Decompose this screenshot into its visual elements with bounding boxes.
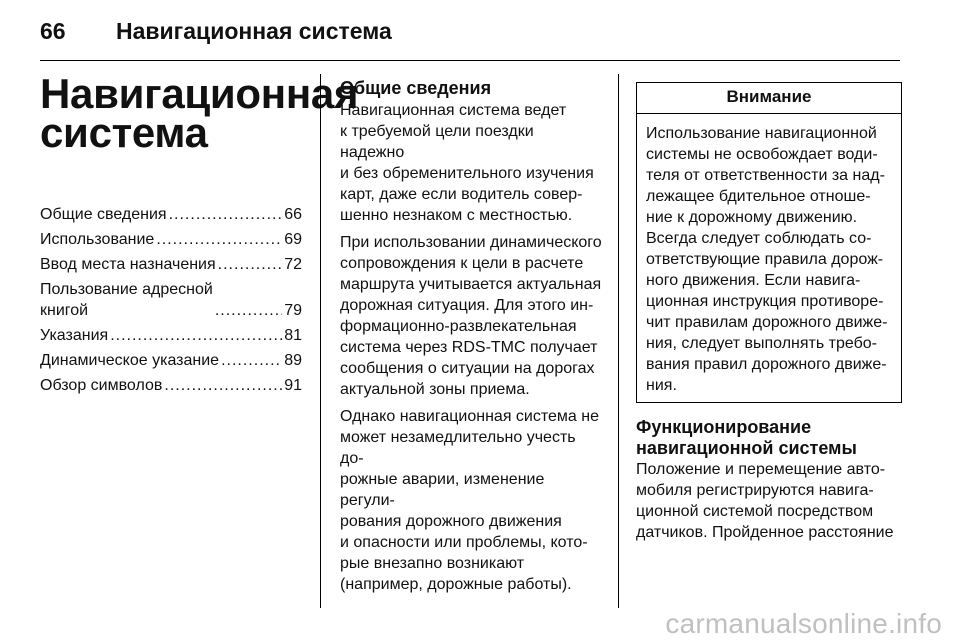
toc-page: 69 <box>284 231 302 248</box>
toc-entry-destination[interactable] <box>40 254 302 275</box>
toc-leader <box>221 350 282 371</box>
right-column <box>636 82 902 549</box>
toc-entry-dynamic-guidance[interactable] <box>40 350 302 371</box>
toc-page: 89 <box>284 352 302 369</box>
chapter-title <box>40 70 359 156</box>
section-heading-general: Общие сведения <box>340 78 492 98</box>
toc-leader <box>156 229 282 250</box>
running-title: Навигационная система <box>116 18 392 44</box>
toc-leader <box>218 254 283 275</box>
warning-box <box>636 82 902 403</box>
toc-label: Динамическое указание <box>40 352 220 369</box>
toc-page: 72 <box>284 256 302 273</box>
table-of-contents <box>40 204 302 396</box>
column-divider-left <box>320 74 321 608</box>
section-heading-function: Функционирование навигационной системы <box>636 417 857 458</box>
toc-leader <box>164 375 282 396</box>
toc-label: Общие сведения <box>40 206 167 223</box>
toc-label: Ввод места назначения <box>40 256 216 273</box>
toc-label: Пользование адресной книгой <box>40 281 213 319</box>
toc-label: Указания <box>40 327 109 344</box>
toc-page: 81 <box>284 327 302 344</box>
middle-column <box>340 78 602 601</box>
column-divider-right <box>618 74 619 608</box>
toc-label: Обзор символов <box>40 377 163 394</box>
paragraph: Положение и перемещение авто- мобиля регистрируются навига- ционной системой посредством датчиков. Пройденное расстояние <box>636 461 894 541</box>
left-column <box>40 70 359 400</box>
paragraph: Однако навигационная система не может незамедлительно учесть до- рожные аварии, изменение регули- рования дорожного движения и опасности или проблемы, кото- рые внезапно возникают (например, дорожные работы). <box>340 408 599 593</box>
chapter-title-line2: система <box>40 109 208 156</box>
toc-leader <box>110 325 282 346</box>
warning-text: Использование навигационной системы не освобождает води- теля от ответственности за над- лежащее бдительное отноше- ние к дорожному движению. Всегда следует соблюдать со- ответствующие правила дорож- ного движения. Если навига- ционная инструкция противоре- чит правилам дорожного движе- ния, следует выполнять требо- вания правил дорожного движе- ния. <box>646 125 888 394</box>
toc-entry-guidance[interactable] <box>40 325 302 346</box>
watermark: carmanualsonline.info <box>665 608 942 639</box>
toc-leader <box>215 300 282 321</box>
toc-page: 79 <box>284 302 302 319</box>
toc-leader <box>169 204 283 225</box>
toc-page: 66 <box>284 206 302 223</box>
toc-label: Использование <box>40 231 155 248</box>
toc-entry-general[interactable] <box>40 204 302 225</box>
paragraph: Навигационная система ведет к требуемой цели поездки надежно и без обременительного изучения карт, даже если водитель совер- шенно незнаком с местностью. <box>340 102 594 224</box>
toc-entry-usage[interactable] <box>40 229 302 250</box>
header-rule <box>40 60 900 61</box>
toc-entry-symbols[interactable] <box>40 375 302 396</box>
page-header <box>40 18 392 45</box>
paragraph: При использовании динамического сопровождения к цели в расчете маршрута учитывается актуальная дорожная ситуация. Для этого ин- формационно-развлекательная система через RDS-TMC получает сообщения о ситуации на дорогах актуальной зоны приема. <box>340 234 602 398</box>
chapter-title-line1: Навигационная <box>40 70 359 117</box>
toc-entry-address-book[interactable] <box>40 279 302 321</box>
toc-page: 91 <box>284 377 302 394</box>
warning-heading: Внимание <box>637 83 901 114</box>
page-number: 66 <box>40 18 66 44</box>
